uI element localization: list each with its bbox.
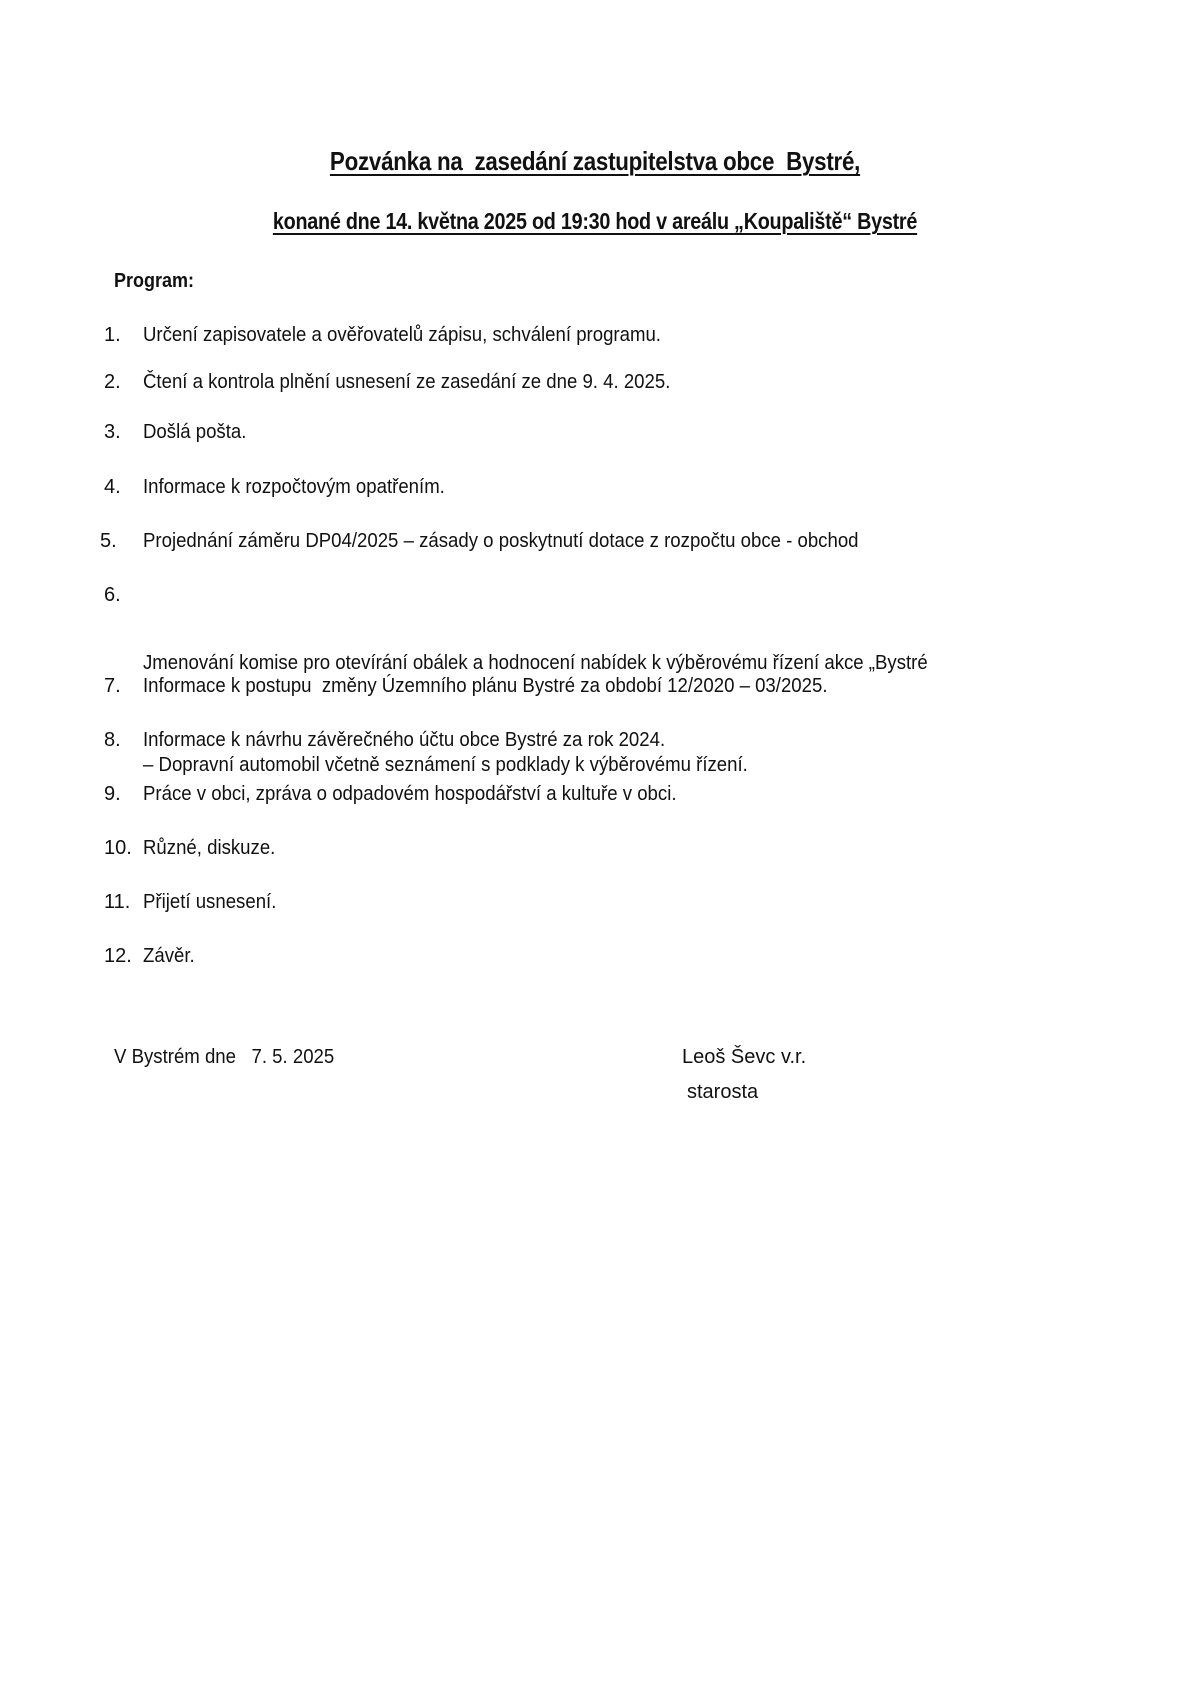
document-title: Pozvánka na zasedání zastupitelstva obce Bystré, xyxy=(329,146,861,176)
agenda-item-number: 7. xyxy=(104,675,121,697)
agenda-item-number: 1. xyxy=(104,324,121,346)
agenda-item-text: Čtení a kontrola plnění usnesení ze zasedání ze dne 9. 4. 2025. xyxy=(143,371,671,393)
agenda-item-number: 9. xyxy=(104,783,121,805)
agenda-item-number: 5. xyxy=(100,530,117,552)
signature-name: Leoš Ševc v.r. xyxy=(682,1046,807,1068)
signature-role: starosta xyxy=(687,1081,759,1103)
agenda-item-text: Informace k návrhu závěrečného účtu obce Bystré za rok 2024. xyxy=(143,729,666,751)
agenda-item-text: Přijetí usnesení. xyxy=(143,891,277,913)
agenda-item-text: Informace k postupu změny Územního plánu Bystré za období 12/2020 – 03/2025. xyxy=(143,675,828,697)
agenda-item-number: 3. xyxy=(104,421,121,443)
agenda-item-text: Závěr. xyxy=(143,945,195,967)
program-label: Program: xyxy=(114,270,195,292)
agenda-item-number: 2. xyxy=(104,371,121,393)
agenda-item-text: Práce v obci, zpráva o odpadovém hospodářství a kultuře v obci. xyxy=(143,783,677,805)
agenda-item-text: Jmenování komise pro otevírání obálek a hodnocení nabídek k výběrovému řízení akce „Bystré – Dopravní automobil včetně seznámení s podklady k výběrovému řízení. xyxy=(143,652,928,776)
agenda-item-number: 6. xyxy=(104,584,121,606)
agenda-item-text: Informace k rozpočtovým opatřením. xyxy=(143,476,445,498)
agenda-item-number: 11. xyxy=(104,891,131,913)
agenda-item-text: Různé, diskuze. xyxy=(143,837,276,859)
agenda-item-text: Projednání záměru DP04/2025 – zásady o poskytnutí dotace z rozpočtu obce - obchod xyxy=(143,530,859,552)
agenda-item-text: Určení zapisovatele a ověřovatelů zápisu, schválení programu. xyxy=(143,324,661,346)
agenda-item-text: Došlá pošta. xyxy=(143,421,247,443)
place-and-date: V Bystrém dne 7. 5. 2025 xyxy=(114,1046,335,1068)
agenda-item-number: 4. xyxy=(104,476,121,498)
document-subtitle: konané dne 14. května 2025 od 19:30 hod v areálu „Koupaliště“ Bystré xyxy=(272,208,918,234)
agenda-item-number: 10. xyxy=(104,837,132,859)
agenda-item-number: 12. xyxy=(104,945,132,967)
agenda-item-number: 8. xyxy=(104,729,121,751)
